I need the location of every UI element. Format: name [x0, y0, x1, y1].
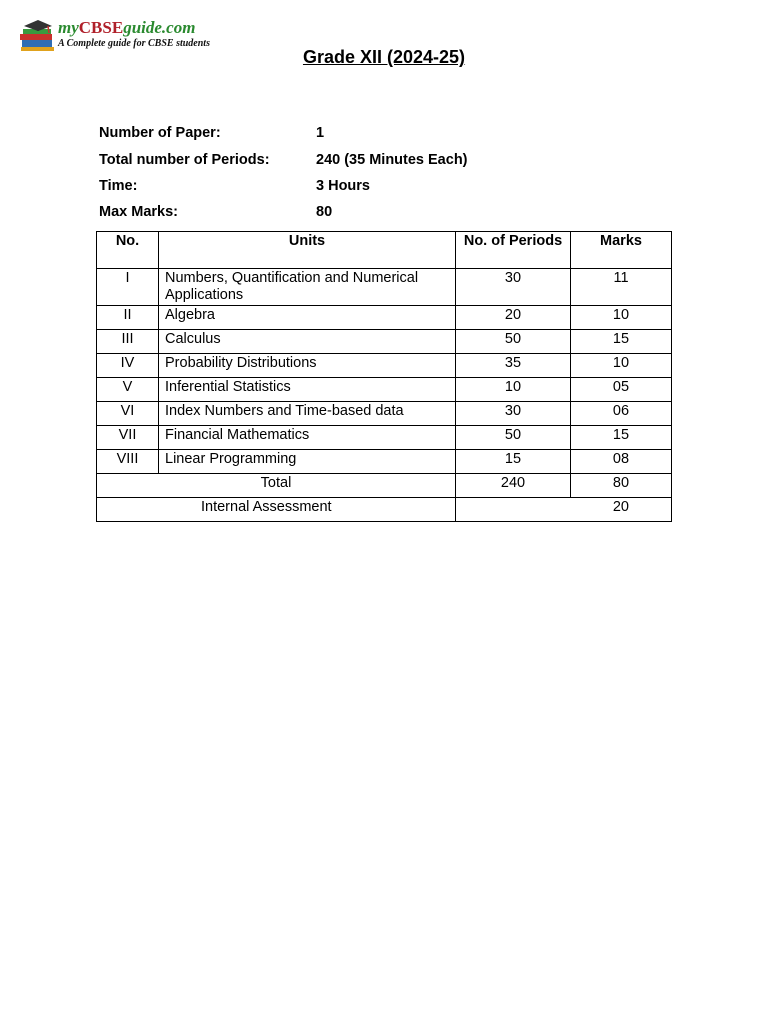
units-table [96, 231, 672, 522]
table-row [97, 450, 672, 474]
cell-periods: 30 [456, 269, 571, 306]
cell-no: III [97, 330, 159, 354]
brand-cbse: CBSE [78, 18, 124, 37]
cell-marks: 08 [571, 450, 672, 474]
table-row [97, 269, 672, 306]
brand-my: my [58, 18, 79, 37]
cell-periods: 15 [456, 450, 571, 474]
info-label: Time: [99, 178, 138, 194]
cell-no: II [97, 306, 159, 330]
cell-periods: 20 [456, 306, 571, 330]
cell-no: IV [97, 354, 159, 378]
cell-no: VIII [97, 450, 159, 474]
table-row [97, 378, 672, 402]
brand-name [58, 18, 195, 38]
cell-marks: 10 [571, 354, 672, 378]
cell-unit: Linear Programming [159, 450, 456, 474]
brand-tagline: A Complete guide for CBSE students [58, 38, 210, 49]
cell-no: V [97, 378, 159, 402]
info-label: Total number of Periods: [99, 152, 270, 168]
info-value: 80 [316, 204, 333, 220]
header-units: Units [159, 232, 456, 269]
total-row [97, 474, 672, 498]
cell-periods: 10 [456, 378, 571, 402]
cell-marks: 06 [571, 402, 672, 426]
brand-guide-com: guide.com [123, 18, 196, 37]
header-periods: No. of Periods [456, 232, 571, 269]
internal-assessment-row [97, 498, 672, 522]
table-row [97, 330, 672, 354]
cell-periods: 30 [456, 402, 571, 426]
cell-marks: 15 [571, 330, 672, 354]
internal-assessment-marks: 20 [456, 498, 672, 522]
cell-unit: Inferential Statistics [159, 378, 456, 402]
total-marks: 80 [571, 474, 672, 498]
table-row [97, 354, 672, 378]
table-row [97, 306, 672, 330]
cell-unit: Algebra [159, 306, 456, 330]
cell-marks: 15 [571, 426, 672, 450]
cell-unit: Numbers, Quantification and Numerical Applications [159, 269, 456, 306]
cell-marks: 11 [571, 269, 672, 306]
total-label: Total [97, 474, 456, 498]
cell-unit: Financial Mathematics [159, 426, 456, 450]
info-value: 240 (35 Minutes Each) [316, 152, 468, 168]
info-label: Max Marks: [99, 204, 178, 220]
info-label: Number of Paper: [99, 125, 221, 141]
internal-assessment-label: Internal Assessment [97, 498, 456, 522]
table-header-row [97, 232, 672, 269]
page-title: Grade XII (2024-25) [302, 47, 466, 67]
cell-no: VII [97, 426, 159, 450]
header-no: No. [97, 232, 159, 269]
table-row [97, 426, 672, 450]
cell-unit: Probability Distributions [159, 354, 456, 378]
cell-unit: Calculus [159, 330, 456, 354]
table-row [97, 402, 672, 426]
header-marks: Marks [571, 232, 672, 269]
cell-periods: 35 [456, 354, 571, 378]
cell-unit: Index Numbers and Time-based data [159, 402, 456, 426]
cell-marks: 05 [571, 378, 672, 402]
cell-no: I [97, 269, 159, 306]
cell-periods: 50 [456, 330, 571, 354]
cell-periods: 50 [456, 426, 571, 450]
info-value: 1 [316, 125, 325, 141]
total-periods: 240 [456, 474, 571, 498]
info-value: 3 Hours [316, 178, 370, 194]
cell-marks: 10 [571, 306, 672, 330]
cell-no: VI [97, 402, 159, 426]
